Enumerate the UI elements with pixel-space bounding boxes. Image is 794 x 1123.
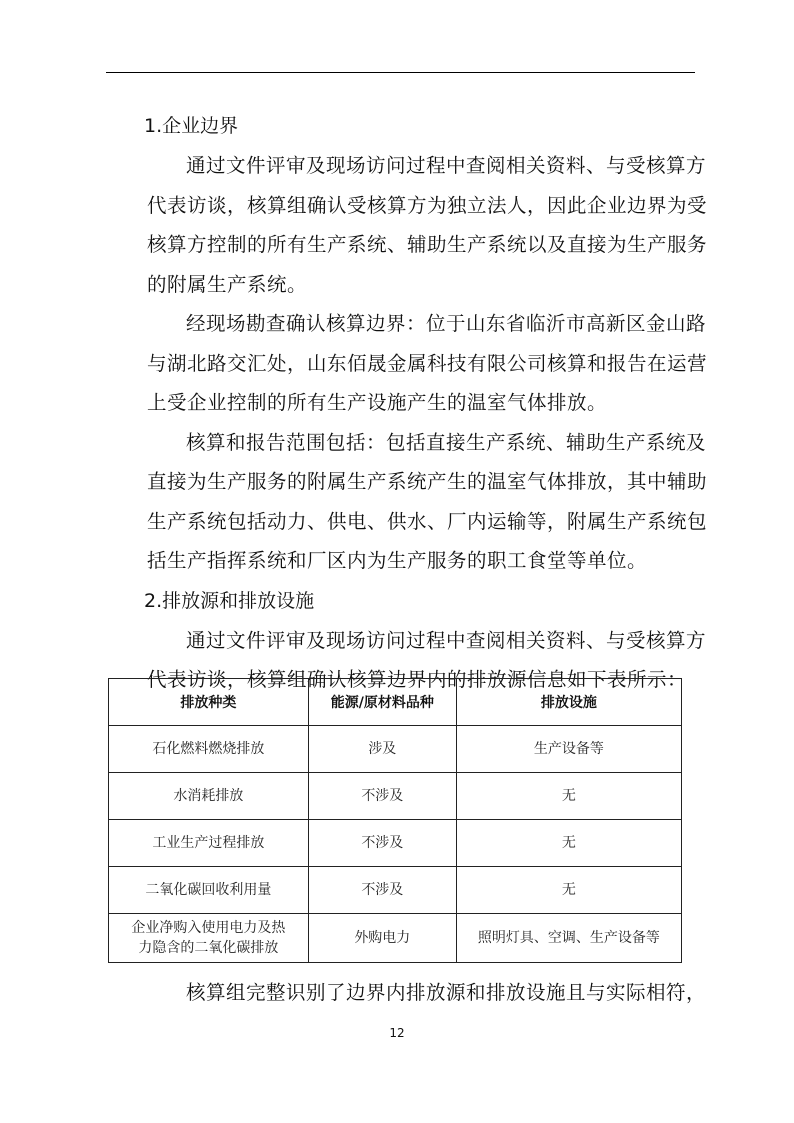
text-line: 通过文件评审及现场访问过程中查阅相关资料、与受核算方 (186, 154, 707, 177)
text-line: 直接为生产服务的附属生产系统产生的温室气体排放，其中辅助 (147, 470, 708, 493)
text-line: 上受企业控制的所有生产设施产生的温室气体排放。 (147, 391, 608, 414)
section-1-paragraph-1 (108, 146, 708, 304)
cell-line: 力隐含的二氧化碳排放 (138, 940, 279, 956)
text-line: 生产系统包括动力、供电、供水、厂内运输等，附属生产系统包 (147, 509, 708, 533)
page-number: 12 (389, 1026, 405, 1040)
text-line: 代表访谈，核算组确认核算边界内的排放源信息如下表所示： (147, 668, 688, 691)
table-cell: 二氧化碳回收利用量 (109, 867, 309, 914)
text-line: 代表访谈，核算组确认受核算方为独立法人，因此企业边界为受 (147, 193, 708, 217)
text-line: 与湖北路交汇处，山东佰晟金属科技有限公司核算和报告在运营 (147, 351, 708, 375)
text-line: 核算和报告范围包括：包括直接生产系统、辅助生产系统及 (186, 430, 707, 454)
table-cell: 外购电力 (308, 914, 456, 963)
section-1-paragraph-3 (108, 423, 708, 581)
text-line: 经现场勘查确认核算边界：位于山东省临沂市高新区金山路 (186, 312, 707, 335)
closing-paragraph (108, 973, 707, 1013)
table-cell: 石化燃料燃烧排放 (109, 726, 309, 773)
table-header-row (109, 679, 682, 726)
text-line: 核算方控制的所有生产系统、辅助生产系统以及直接为生产服务 (147, 233, 708, 256)
section-1-heading: 1.企业边界 (144, 115, 239, 137)
table-cell: 不涉及 (308, 820, 456, 867)
text-line: 括生产指挥系统和厂区内为生产服务的职工食堂等单位。 (147, 549, 648, 572)
text-line: 的附属生产系统。 (147, 272, 308, 296)
table-cell: 无 (456, 820, 681, 867)
table-cell: 不涉及 (308, 867, 456, 914)
cell-line: 企业净购入使用电力及热 (131, 920, 286, 936)
table-cell: 无 (456, 867, 681, 914)
table-row (109, 867, 682, 914)
table-row (109, 726, 682, 773)
header-rule (106, 72, 695, 73)
table-row (109, 773, 682, 820)
table-cell-multiline (109, 914, 309, 963)
header-emission-facility: 排放设施 (456, 679, 681, 726)
emission-sources-table (108, 678, 682, 963)
text-line: 通过文件评审及现场访问过程中查阅相关资料、与受核算方 (186, 628, 707, 652)
section-2-heading: 2.排放源和排放设施 (144, 589, 315, 612)
header-emission-type: 排放种类 (109, 679, 309, 726)
table-row (109, 820, 682, 867)
table-row (109, 914, 682, 963)
section-1-paragraph-2 (108, 304, 708, 423)
table-cell: 无 (456, 773, 681, 820)
table-cell: 工业生产过程排放 (109, 820, 309, 867)
table-cell: 生产设备等 (456, 726, 681, 773)
table-cell: 不涉及 (308, 773, 456, 820)
table-cell: 照明灯具、空调、生产设备等 (456, 914, 681, 963)
table-cell: 水消耗排放 (109, 773, 309, 820)
document-body (108, 106, 708, 700)
table-cell: 涉及 (308, 726, 456, 773)
header-energy-material: 能源/原材料品种 (308, 679, 456, 726)
text-line: 核算组完整识别了边界内排放源和排放设施且与实际相符， (186, 981, 707, 1004)
